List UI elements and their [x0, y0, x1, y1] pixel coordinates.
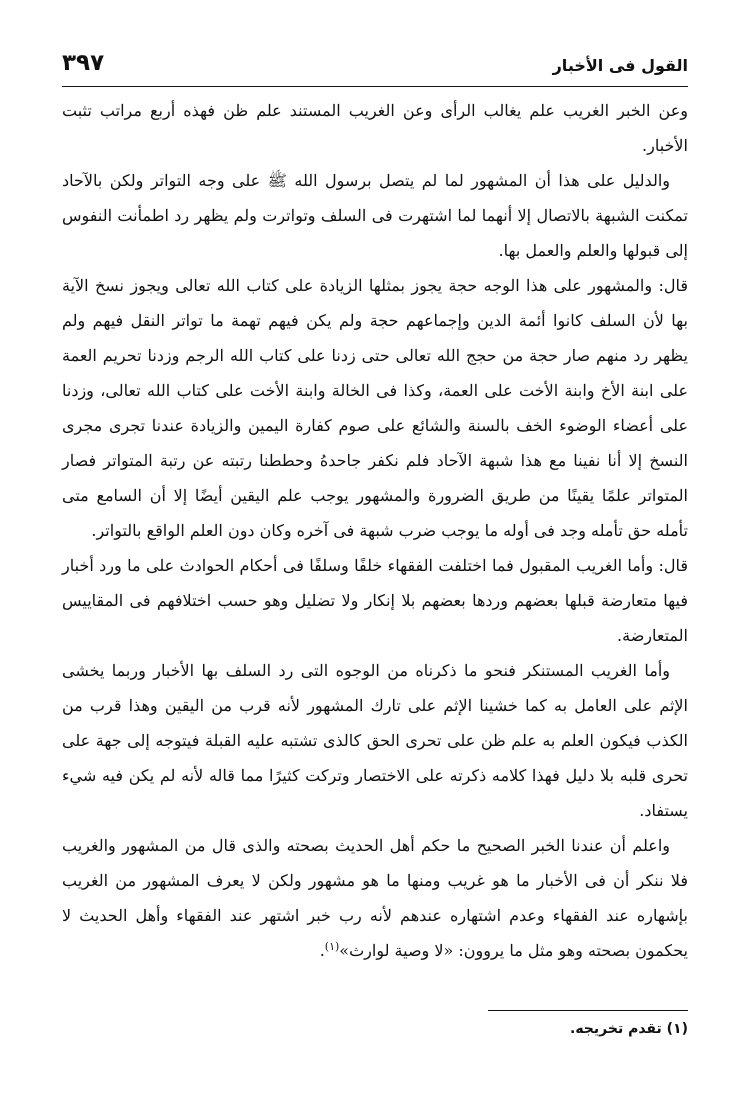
- paragraph-3: قال: والمشهور على هذا الوجه حجة يجوز بمثلها الزيادة على كتاب الله تعالى ويجوز نسخ الآية بها لأن السلف كانوا أئمة الدين وإجماعهم حجة ولم يكن فيهم تهمة ما تواتر النقل فيهم ولم يظهر رد منهم صار حجة من حجج الله تعالى حتى زدنا على كتاب الله الرجم وزدنا تحريم العمة على ابنة الأخ وابنة الأخت على العمة، وكذا فى الخالة وابنة الأخت على كتاب الله تعالى، وزدنا على أعضاء الوضوء الخف بالسنة والشائع على صوم كفارة اليمين والزيادة عندنا تجرى مجرى النسخ إلا أنا نفينا مع هذا شبهة الآحاد فلم نكفر جاحدهُ وحططنا رتبته عن رتبة المتواتر فصار المتواتر علمًا يقينًا من طريق الضرورة والمشهور يوجب علم اليقين أيضًا إلا أن السامع متى تأمله حق تأمله وجد فى أوله ما يوجب ضرب شبهة فى آخره وكان دون العلم الواقع بالتواتر.: [62, 276, 689, 540]
- paragraph-5: وأما الغريب المستنكر فنحو ما ذكرناه من الوجوه التى رد السلف بها الأخبار وربما يخشى الإثم على العامل به كما خشينا الإثم على تارك المشهور لأنه قرب من اليقين وهذا قرب من الكذب فيكون العلم به علم ظن على تحرى الحق كالذى تشتبه عليه القبلة فيتوجه إلى جهة على تحرى قلبه بلا دليل فهذا كلامه ذكرته على الاختصار وتركت كثيرًا مما قاله لأنه لم يكن فيه شيء يستفاد.: [62, 661, 688, 820]
- header-divider: [62, 86, 688, 87]
- paragraph-1: وعن الخبر الغريب علم يغالب الرأى وعن الغريب المستند علم ظن فهذه أربع مراتب تثبت الأخبار.: [62, 101, 688, 155]
- page-number: ٣٩٧: [62, 50, 105, 76]
- main-text: [62, 93, 688, 968]
- paragraph-6-text: واعلم أن عندنا الخبر الصحيح ما حكم أهل الحديث بصحته والذى قال من المشهور والغريب فلا ننكر أن فى الأخبار ما هو غريب ومنها ما هو مشهور ولكن لا يعرف المشهور من الغريب بإشهاره عند الفقهاء وعدم اشتهاره عندهم لأنه رب خبر اشتهر عند الفقهاء وأهل الحديث لا يحكمون بصحته وهو مثل ما يروون: «لا وصية لوارث»: [62, 836, 688, 960]
- paragraph-4: قال: وأما الغريب المقبول فما اختلفت الفقهاء خلفًا وسلفًا فى أحكام الحوادث على ما ورد أخبار فيها متعارضة قبلها بعضهم وردها بعضهم بلا إنكار ولا تضليل وهو حسب اختلافهم فى المقاييس المتعارضة.: [62, 556, 688, 645]
- footnote-divider: [488, 1010, 688, 1011]
- paragraph-2: والدليل على هذا أن المشهور لما لم يتصل برسول الله ﷺ على وجه التواتر ولكن بالآحاد تمكنت الشبهة بالاتصال إلا أنهما لما اشتهرت فى السلف وتواترت ولم يظهر رد اطمأنت النفوس إلى قبولها والعلم والعمل بها.: [62, 171, 688, 260]
- footnote: (١) تقدم تخريجه.: [570, 1021, 688, 1037]
- footnote-reference[interactable]: (١): [324, 940, 340, 953]
- running-header: [62, 50, 688, 84]
- paragraph-6: واعلم أن عندنا الخبر الصحيح ما حكم أهل الحديث بصحته والذى قال من المشهور والغريب فلا ننكر أن فى الأخبار ما هو غريب ومنها ما هو مشهور ولكن لا يعرف المشهور من الغريب بإشهاره عند الفقهاء وعدم اشتهاره عندهم لأنه رب خبر اشتهر عند الفقهاء وأهل الحديث لا يحكمون بصحته وهو مثل ما يروون: «لا وصية لوارث»$^{(١)}$.: [62, 836, 688, 960]
- running-title: القول فى الأخبار: [552, 56, 688, 75]
